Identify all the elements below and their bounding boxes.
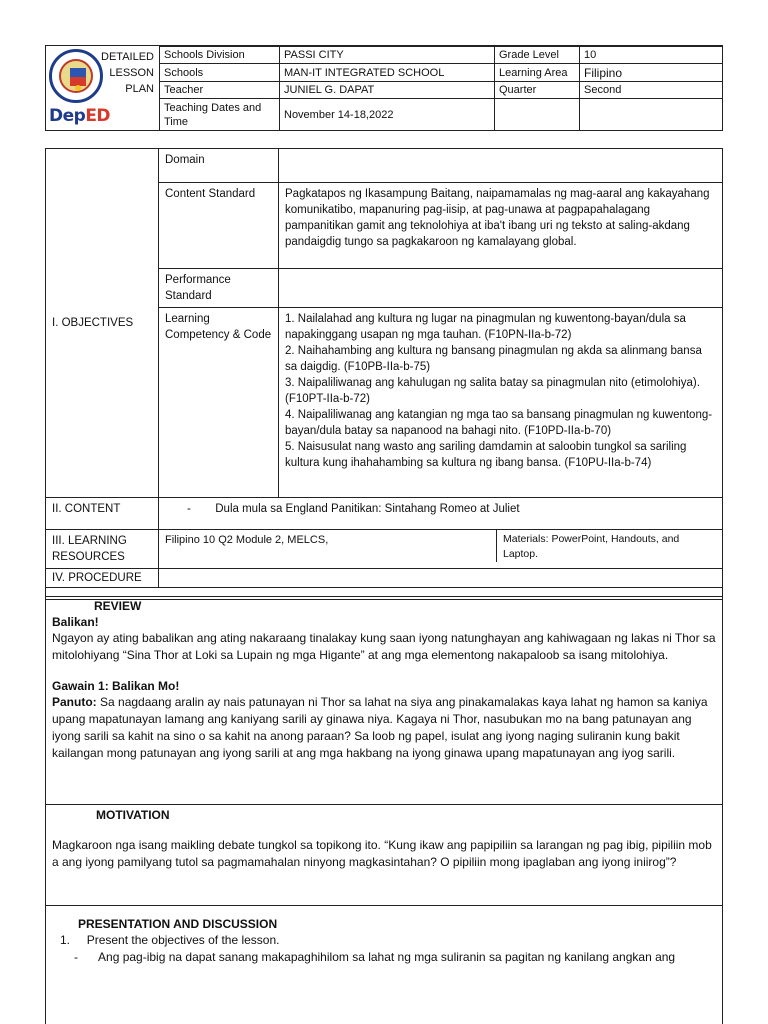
header-value: PASSI CITY	[280, 47, 495, 64]
subitem-dash: -	[74, 950, 78, 964]
motivation-text: Magkaroon nga isang maikling debate tungkol sa topikong ito. “Kung ikaw ang papipiliin sa larangan ng pag ibig, pipiliin mob a ang iyong pamilyang tutol sa pagmamahalan ninyong magkasintahan? O pipiliin mong ipaglaban ang iyong iniirog”?	[52, 838, 712, 869]
review-section	[46, 597, 722, 805]
resources-label: III. LEARNING RESOURCES	[46, 530, 159, 569]
header-label: Schools	[160, 64, 280, 82]
header-label: Schools Division	[160, 47, 280, 64]
presentation-heading: PRESENTATION AND DISCUSSION	[78, 917, 278, 931]
competency-list	[279, 308, 723, 498]
dlp-title-line: LESSON	[109, 67, 154, 79]
header-value: Second	[580, 82, 723, 99]
content-text: Dula mula sa England Panitikan: Sintahang Romeo at Juliet	[215, 503, 520, 515]
dlp-title	[101, 49, 154, 97]
instruction-text: Sa nagdaang aralin ay nais patunayan ni Thor sa lahat na siya ang pinakamalakas kaya lahat ng hamon sa kaniya upang mapatunayan lamang ang kaniyang sarili ay ginawa niya. Kagaya ni Thor, nasubukan mo na bang patunayan ang iyong sarili sa kahit na sino o sa kahit na anong paraan? Sa loob ng papel, isulat ang iyong naging suliranin kung bakit kailangan mong patunayan ang iyong sarili at ang mga hakbang na iyong ginawa upang mapatunayan ang iyog sarili.	[52, 695, 708, 760]
header-label: Quarter	[495, 82, 580, 99]
presentation-section	[46, 906, 722, 968]
domain-label: Domain	[159, 149, 279, 183]
header-value: JUNIEL G. DAPAT	[280, 82, 495, 99]
competency-item: 5. Naisusulat nang wasto ang sariling damdamin at saloobin tungkol sa sariling kultura kung ihahahambing sa kultura ng ibang bansa. (F10PU-IIa-b-74)	[285, 441, 687, 469]
materials-label: Materials:	[503, 533, 549, 545]
resources-value: Filipino 10 Q2 Module 2, MELCS,	[159, 530, 497, 562]
activity-instruction	[52, 694, 716, 762]
activity-title: Gawain 1: Balikan Mo!	[52, 679, 180, 693]
procedure-body	[45, 596, 723, 1024]
dlp-title-line: PLAN	[125, 83, 154, 95]
performance-standard-label: Performance Standard	[159, 269, 279, 308]
review-text: Ngayon ay ating babalikan ang ating nakaraang tinalakay kung saan iyong natunghayan ang kahiwagaan ng lakas ni Thor sa mitolohiyang “Sina Thor at Loki sa Lupain ng mga Higante” at ang mga elementong nakapaloob sa isang mitolohiya.	[52, 631, 716, 662]
presentation-item	[52, 932, 716, 949]
lesson-plan-header	[45, 45, 723, 131]
review-subheading: Balikan!	[52, 615, 99, 629]
competency-item: 1. Nailalahad ang kultura ng lugar na pinagmulan ng kuwentong-bayan/dula sa napakinggang usapan ng mga tauhan. (F10PN-IIa-b-72)	[285, 313, 686, 341]
procedure-value	[159, 569, 723, 588]
dlp-title-line: DETAILED	[101, 51, 154, 63]
header-value	[580, 99, 723, 131]
materials	[497, 530, 722, 562]
content-standard-text: Pagkatapos ng Ikasampung Baitang, naipamamalas ng mag-aaral ang kakayahang komunikatibo, mapanuring pag-iisip, at pag-unawa at pagpapahalagang pampanitikan gamit ang teknolohiya at iba't ibang uri ng teksto at saling-akdang pandaigdig tungo sa pagkakaroon ng kamalayang global.	[279, 183, 723, 269]
resources-cell	[159, 530, 723, 569]
objectives-label: I. OBJECTIVES	[46, 149, 159, 498]
header-value: Filipino	[580, 64, 723, 82]
subitem-text: Ang pag-ibig na dapat sanang makapaghihilom sa lahat ng mga suliranin sa pagitan ng kanilang angkan ang	[98, 950, 676, 964]
motivation-section	[46, 805, 722, 906]
motivation-heading: MOTIVATION	[96, 808, 170, 822]
header-label: Teaching Dates and Time	[160, 99, 280, 131]
header-label: Grade Level	[495, 47, 580, 64]
content-value	[159, 498, 723, 530]
item-number: 1.	[60, 933, 71, 947]
content-section-label: II. CONTENT	[46, 498, 159, 530]
header-value: MAN-IT INTEGRATED SCHOOL	[280, 64, 495, 82]
header-info-table	[159, 46, 723, 131]
content-dash: -	[187, 503, 191, 515]
header-value: 10	[580, 47, 723, 64]
materials-value: PowerPoint, Handouts, and Laptop.	[503, 533, 680, 560]
header-label: Teacher	[160, 82, 280, 99]
procedure-label: IV. PROCEDURE	[46, 569, 159, 588]
content-standard-label: Content Standard	[159, 183, 279, 269]
header-label: Learning Area	[495, 64, 580, 82]
deped-seal-icon	[49, 49, 103, 103]
competency-item: 3. Naipaliliwanag ang kahulugan ng salita batay sa pinagmulan nito (etimolohiya). (F10PT-IIa-b-72)	[285, 377, 700, 405]
competency-item: 4. Naipaliliwanag ang katangian ng mga tao sa bansang pinagmulan ng kuwentong-bayan/dula batay sa napanood na bahagi nito. (F10PD-IIa-b-70)	[285, 409, 713, 437]
header-value: November 14-18,2022	[280, 99, 495, 131]
competency-label: Learning Competency & Code	[159, 308, 279, 498]
domain-value	[279, 149, 723, 183]
instruction-label: Panuto:	[52, 695, 97, 709]
competency-item: 2. Naihahambing ang kultura ng bansang pinagmulan ng akda sa alinmang bansa sa daigdig. (F10PB-IIa-b-75)	[285, 345, 702, 373]
review-heading: REVIEW	[94, 599, 142, 613]
objectives-table	[45, 148, 723, 600]
deped-logo: DepED	[49, 106, 111, 126]
performance-standard-value	[279, 269, 723, 308]
header-label	[495, 99, 580, 131]
presentation-subitem	[52, 949, 716, 966]
logo-area	[46, 46, 158, 130]
item-text: Present the objectives of the lesson.	[86, 933, 280, 947]
